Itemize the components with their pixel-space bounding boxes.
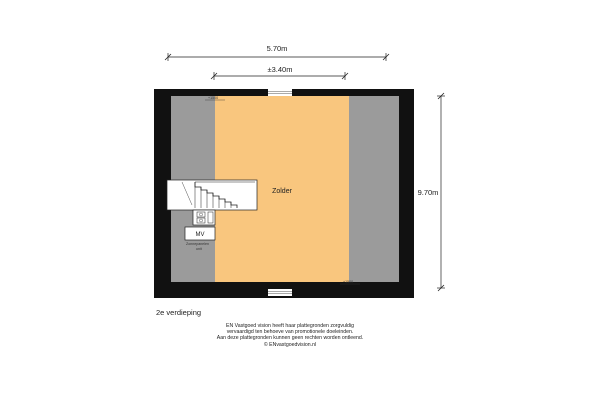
svg-text:+1500: +1500 [208,96,219,100]
installation-unit [193,210,215,225]
equipment-label-line2: unit [196,247,202,251]
disclaimer-line: Aan deze plattegronden kunnen geen rechten worden ontleend. [216,335,364,342]
total-height-label: 9.70m [417,188,439,197]
equipment-label-line1: Zonnepanelen [186,242,209,246]
inner-width-label: ±3.40m [267,65,293,74]
dimension-total-height [418,93,445,291]
disclaimer-line: © ENvastgoedvision.nl [263,341,317,348]
total-width-label: 5.70m [266,44,288,53]
staircase [167,180,257,210]
svg-text:+1500: +1500 [343,280,354,284]
disclaimer-line: EN Vastgoed vision heeft haar plattegronden zorgvuldig [226,323,354,329]
mv-label: MV [195,232,205,238]
dimension-inner-width [211,65,348,80]
floor-label: 2e verdieping [156,308,202,317]
low-ceiling-right [349,96,399,282]
roof-window-top [268,89,292,96]
dimension-total-width [165,44,389,61]
disclaimer-line: vervaardigd ten behoeve van promotionele doeleinden. [226,329,354,336]
roof-window-bottom [268,289,292,296]
mv-box [185,227,215,240]
room-zolder-label: Zolder [272,188,292,195]
disclaimer [150,323,430,348]
